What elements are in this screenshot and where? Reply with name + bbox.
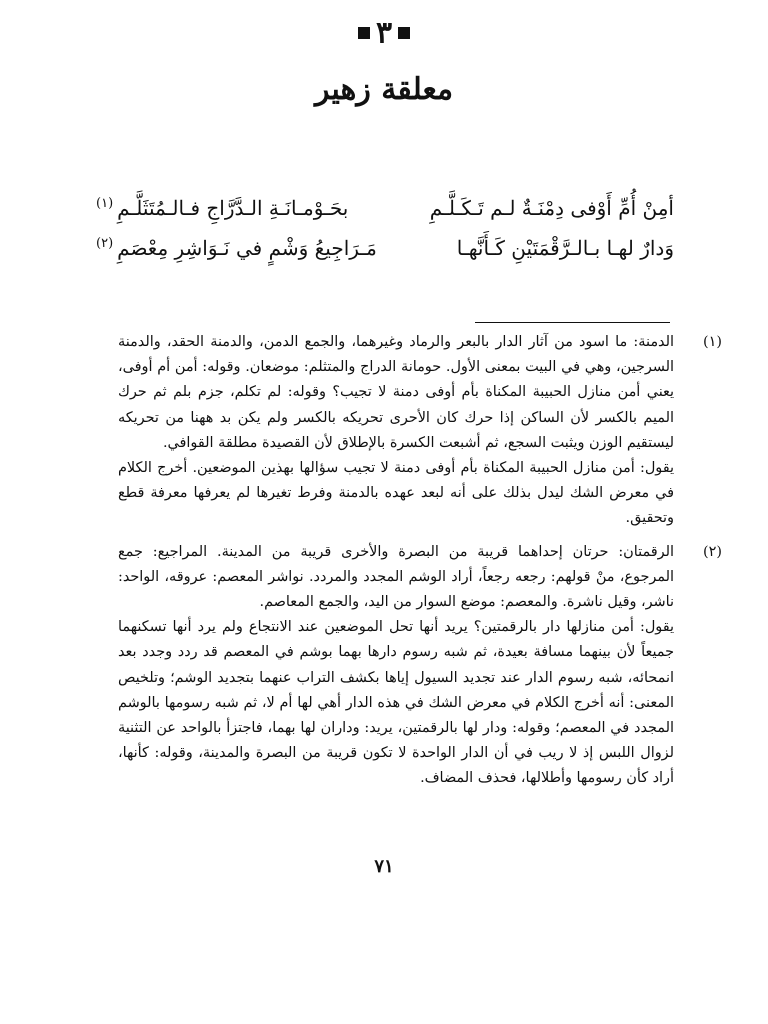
poem-title: معلقة زهير <box>314 72 454 107</box>
square-ornament-right <box>398 27 410 39</box>
square-ornament-left <box>358 27 370 39</box>
verse-line <box>96 196 674 236</box>
footnote <box>118 330 722 532</box>
footnote-paragraph: الدمنة: ما اسود من آثار الدار بالبعر والرماد وغيرهما، والجمع الدمن، والدمنة الحقد، والدمنة السرجين، وهي في البيت بمعنى الأول. حومانة الدراج والمتثلم: موضعان. وقوله: أمن أم أوفى، يعني أمن منازل الحبيبة المكناة بأم أوفى دمنة لا تجيب؟ وقوله: لم تكلم، جزم بلم ثم حرك الميم بالكسر لأن الساكن إذا حرك كان الأحرى تحريكه بالكسر ولم يكن بد ههنا من تحريكه ليستقيم الوزن ويثبت السجع، ثم أشبعت الكسرة بالإطلاق لأن القصيدة مطلقة القوافي. <box>118 334 674 451</box>
footnote-number: (١) <box>703 334 722 350</box>
verse-second-hemistich <box>96 196 348 220</box>
footnotes <box>118 330 722 792</box>
verse-second-hemistich-text: بحَـوْمـانَـةِ الـدَّرَّاجِ فـالـمُتَثَلَّـمِ <box>117 196 349 220</box>
footnote-reference: (١) <box>96 196 114 212</box>
footnote-paragraph: الرقمتان: حرتان إحداهما قريبة من البصرة والأخرى قريبة من المدينة. المراجيع: جمع المرجوع، منْ قولهم: رجعه رجعاً، أراد الوشم المجدد والمردد. نواشر المعصم: عروقه، الواحد: ناشر، وقيل ناشرة. والمعصم: موضع السوار من اليد، والجمع المعاصم. <box>118 543 674 611</box>
footnote-separator <box>475 322 670 323</box>
footnote-paragraph: يقول: أمن منازل الحبيبة المكناة بأم أوفى دمنة لا تجيب سؤالها بهذين الموضعين. أخرج الكلام في معرض الشك ليدل بذلك على أنه لبعد عهده بالدمنة وفرط تغيرها لم يعرفها معرفة قطع وتحقيق. <box>118 460 674 527</box>
footnote-reference: (٢) <box>96 236 114 252</box>
verse-first-hemistich: وَدارٌ لهـا بـالـرَّقْمَتَيْنِ كَـأَنَّهـا <box>456 236 674 260</box>
page-number: ٧١ <box>374 856 394 877</box>
verse-second-hemistich-text: مَـرَاجِيعُ وَشْمٍ في نَـوَاشِرِ مِعْصَمِ <box>117 236 377 260</box>
poem-number: ٣ <box>375 15 393 51</box>
footnote-paragraph: يقول: أمن منازلها دار بالرقمتين؟ يريد أنها تحل الموضعين عند الانتجاع ولم يرد أنها تسكنهما جميعاً لأن بينهما مسافة بعيدة، ثم شبه رسوم دارها بهما بوشم في المعصم قد ردد وجدد بعد انمحائه، شبه رسوم الدار عند تجديد السيول إياها بكشف التراب عنهما بتجديد الوشم؛ وتلخيص المعنى: أنه أخرج الكلام في معرض الشك في هذه الدار أهي لها أم لا، ثم شبه رسومها بالوشم المجدد في المعصم؛ وقوله: ودار لها بالرقمتين، يريد: وداران لها بهما، فاجتزأ بالواحد عن التثنية لزوال اللبس إذ لا ريب في أن الدار الواحدة لا تكون قريبة من البصرة والمدينة، وقوله: كأنها، أراد كأن رسومها وأطلالها، فحذف المضاف. <box>118 619 674 787</box>
footnote <box>118 540 722 792</box>
footnote-number: (٢) <box>703 543 722 560</box>
verse-line <box>96 236 674 276</box>
verse-second-hemistich <box>96 236 377 260</box>
poem-number-heading <box>0 14 768 51</box>
verse-first-hemistich: أمِنْ أُمِّ أَوْفى دِمْنَـةٌ لـم تَـكَـلَّـمِ <box>429 196 674 220</box>
verses-block <box>96 196 674 276</box>
